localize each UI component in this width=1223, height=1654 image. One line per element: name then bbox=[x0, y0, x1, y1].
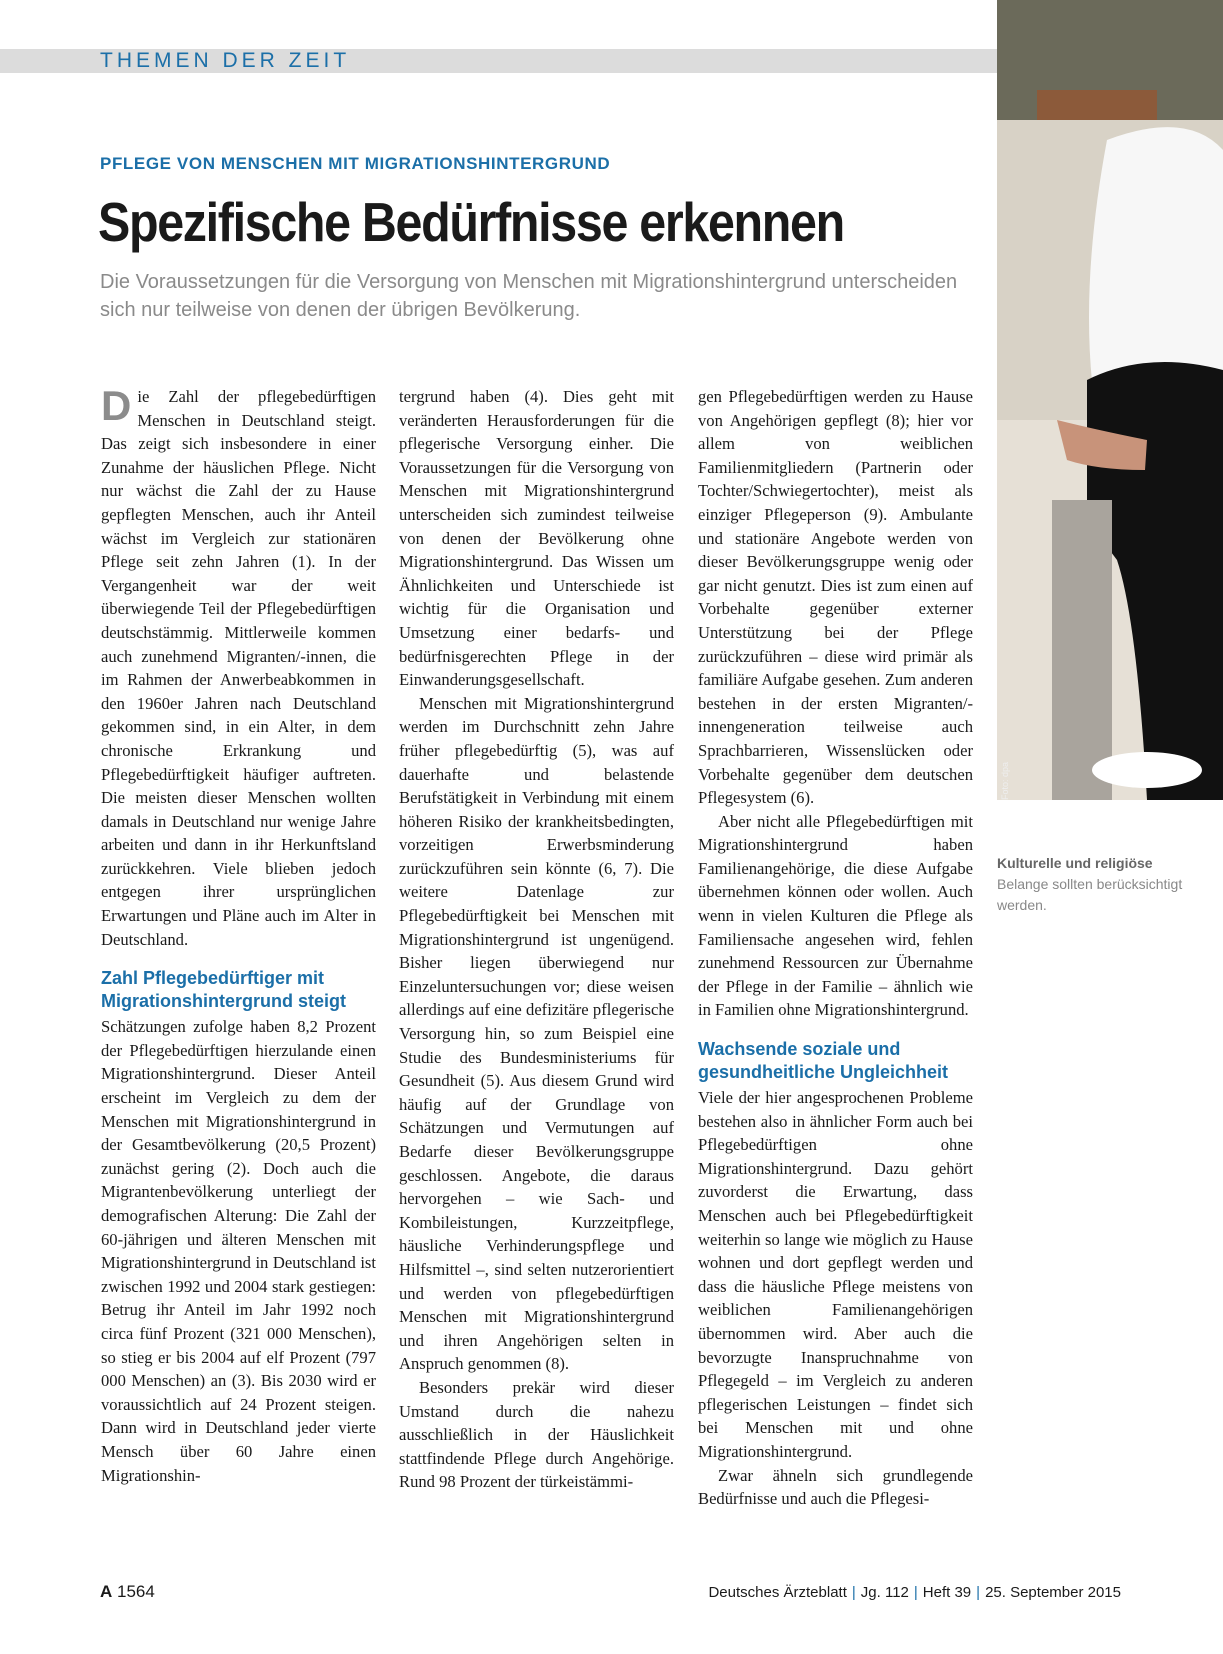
paragraph: Zwar ähneln sich grundlegende Bedürfnisse und auch die Pflegesi- bbox=[698, 1465, 973, 1509]
date: 25. September 2015 bbox=[985, 1584, 1121, 1601]
footer-meta bbox=[708, 1584, 1121, 1601]
caption-bold: Kulturelle und religiöse bbox=[997, 855, 1153, 871]
paragraph: Besonders prekär wird dieser Umstand durch die nahezu ausschließlich in der Häuslichkeit stattfindende Pflege durch Angehörige. Rund 98 Prozent der türkeistämmi- bbox=[399, 1377, 674, 1492]
volume: Jg. 112 bbox=[860, 1584, 909, 1601]
drop-cap: D bbox=[101, 382, 132, 429]
photo-illustration bbox=[997, 0, 1223, 800]
paragraph-text: ie Zahl der pflegebedürftigen Menschen in Deutschland steigt. Das zeigt sich insbesondere in einer Zunahme der häuslichen Pflege. Nicht nur wächst die Zahl der zu Hause gepflegten Menschen, auch ihr Anteil wächst im Vergleich zur stationären Pflege seit zehn Jahren (1). In der Vergangenheit war der weit überwiegende Teil der Pflegebedürftigen deutschstämmig. Mittlerweile kommen auch zunehmend Migranten/-innen, die im Rahmen der Anwerbeabkommen in den 1960er Jahren nach Deutschland gekommen sind, in ein Alter, in dem chronische Erkrankung und Pflegebedürftigkeit häufiger auftreten. Die meisten dieser Menschen wollten damals in Deutschland nur wenige Jahre arbeiten und dann in ihr Herkunftsland zurückkehren. Viele blieben jedoch entgegen ihrer ursprünglichen Erwartungen und Pläne auch im Alter in Deutschland. bbox=[101, 387, 376, 949]
paragraph: Menschen mit Migrationshintergrund werden im Durchschnitt zehn Jahre früher pflegebedürftig (5), was auf dauerhafte und belastende Berufstätigkeit in Verbindung mit einem höheren Risiko der krankheitsbedingten, vorzeitigen Erwerbsminderung zurückzuführen sein könnte (6, 7). Die weitere Datenlage zur Pflegebedürftigkeit bei Menschen mit Migrationshintergrund ist ungenügend. Bisher liegen überwiegend nur Einzeluntersuchungen vor; diese weisen allerdings auf eine defizitäre pflegerische Versorgung hin, so zum Beispiel eine Studie des Bundesministeriums für Gesundheit (5). Aus diesem Grund wird häufig auf der Grundlage von Schätzungen und Vermutungen auf Bedarfe dieser Bevölkerungsgruppe geschlossen. Angebote, die daraus hervorgehen – wie Sach- und Kombileistungen, Kurzzeitpflege, häusliche Verhinderungspflege und Hilfsmittel –, sind selten nutzerorientiert und werden von pflegebedürftigen Menschen mit Migrationshintergrund und ihren Angehörigen selten in Anspruch genommen (8). bbox=[399, 693, 674, 1374]
subheading: Wachsende soziale und gesundheitliche Ungleichheit bbox=[698, 1039, 949, 1083]
separator: | bbox=[851, 1584, 856, 1601]
paragraph bbox=[101, 382, 376, 951]
article-kicker: PFLEGE VON MENSCHEN MIT MIGRATIONSHINTERGRUND bbox=[100, 154, 611, 173]
paragraph: tergrund haben (4). Dies geht mit veränderten Herausforderungen für die pflegerische Versorgung einher. Die Voraussetzungen für die Versorgung von Menschen mit Migrationshintergrund unterscheiden sich zumindest teilweise von denen der Bevölkerung ohne Migrationshintergrund. Das Wissen um Ähnlichkeiten und Unterschiede ist wichtig für die Organisation und Umsetzung einer bedarfs- und bedürfnisgerechten Pflege in der Einwanderungsgesellschaft. bbox=[399, 387, 674, 690]
page-prefix: A bbox=[100, 1582, 113, 1601]
photo-caption bbox=[997, 853, 1197, 916]
paragraph: gen Pflegebedürftigen werden zu Hause von Angehörigen gepflegt (8); hier vor allem von weiblichen Familienmitgliedern (Partnerin oder Tochter/Schwiegertochter), meist als einziger Pflegeperson (9). Ambulante und stationäre Angebote werden von dieser Bevölkerungsgruppe wenig oder gar nicht genutzt. Dies ist zum einen auf Vorbehalte gegenüber externer Unterstützung bei der Pflege zurückzuführen – diese wird primär als familiäre Aufgabe gesehen. Zum anderen bestehen in der ersten Migranten/-innengeneration teilweise auch Sprachbarrieren, Wissenslücken oder Vorbehalte gegenüber dem deutschen Pflegesystem (6). bbox=[698, 387, 973, 808]
subheading: Zahl Pflegebedürftiger mit Migrationshintergrund steigt bbox=[101, 968, 346, 1012]
photo-credit: Foto: dpa bbox=[1000, 761, 1010, 800]
paragraph: Schätzungen zufolge haben 8,2 Prozent der Pflegebedürftigen hierzulande einen Migrationshintergrund. Dieser Anteil erscheint im Vergleich zu dem der Menschen mit Migrationshintergrund in der Gesamtbevölkerung (20,5 Prozent) zunächst gering (2). Doch auch die Migrantenbevölkerung unterliegt der demografischen Alterung: Die Zahl der 60-jährigen und älteren Menschen mit Migrationshintergrund in Deutschland ist zwischen 1992 und 2004 stark gestiegen: Betrug ihr Anteil im Jahr 1992 noch circa fünf Prozent (321 000 Menschen), so stieg er bis 2004 auf elf Prozent (797 000 Menschen) an (3). Bis 2030 wird er voraussichtlich auf 24 Prozent steigen. Dann wird in Deutschland jeder vierte Mensch über 60 Jahre einen Migrationshin- bbox=[101, 1017, 376, 1485]
text-column-1 bbox=[101, 382, 376, 1487]
journal-name: Deutsches Ärzteblatt bbox=[708, 1584, 847, 1601]
text-column-3 bbox=[698, 385, 973, 1511]
paragraph: Viele der hier angesprochenen Probleme bestehen also in ähnlicher Form auch bei Pflegebedürftigen ohne Migrationshintergrund. Dazu gehört zuvorderst die Erwartung, dass Menschen auch bei Pflegebedürftigkeit weiterhin so lange wie möglich zu Hause wohnen und dort gepflegt werden und dass die häusliche Pflege meistens von weiblichen Familienangehörigen übernommen wird. Aber auch die bevorzugte Inanspruchnahme von Pflegegeld – im Vergleich zu anderen pflegerischen Leistungen – findet sich bei Menschen mit und ohne Migrationshintergrund. bbox=[698, 1088, 973, 1461]
text-column-2 bbox=[399, 385, 674, 1494]
paragraph: Aber nicht alle Pflegebedürftigen mit Migrationshintergrund haben Familienangehörige, die diese Aufgabe übernehmen können oder wollen. Auch wenn in vielen Kulturen die Pflege als Familiensache angesehen wird, fehlen zunehmend Ressourcen zur Übernahme der Pflege in der Familie – ähnlich wie in Familien ohne Migrationshintergrund. bbox=[698, 811, 973, 1020]
page-number bbox=[100, 1582, 155, 1602]
section-label: THEMEN DER ZEIT bbox=[100, 49, 351, 72]
caption-text: Belange sollten berücksichtigt werden. bbox=[997, 876, 1183, 913]
article-headline: Spezifische Bedürfnisse erkennen bbox=[98, 191, 844, 253]
separator: | bbox=[913, 1584, 918, 1601]
article-lead: Die Voraussetzungen für die Versorgung von Menschen mit Migrationshintergrund unterscheiden sich nur teilweise von denen der übrigen Bevölkerung. bbox=[100, 271, 958, 321]
issue: Heft 39 bbox=[922, 1584, 972, 1601]
separator: | bbox=[976, 1584, 981, 1601]
article-photo bbox=[997, 0, 1223, 800]
page-number-value: 1564 bbox=[117, 1582, 155, 1601]
